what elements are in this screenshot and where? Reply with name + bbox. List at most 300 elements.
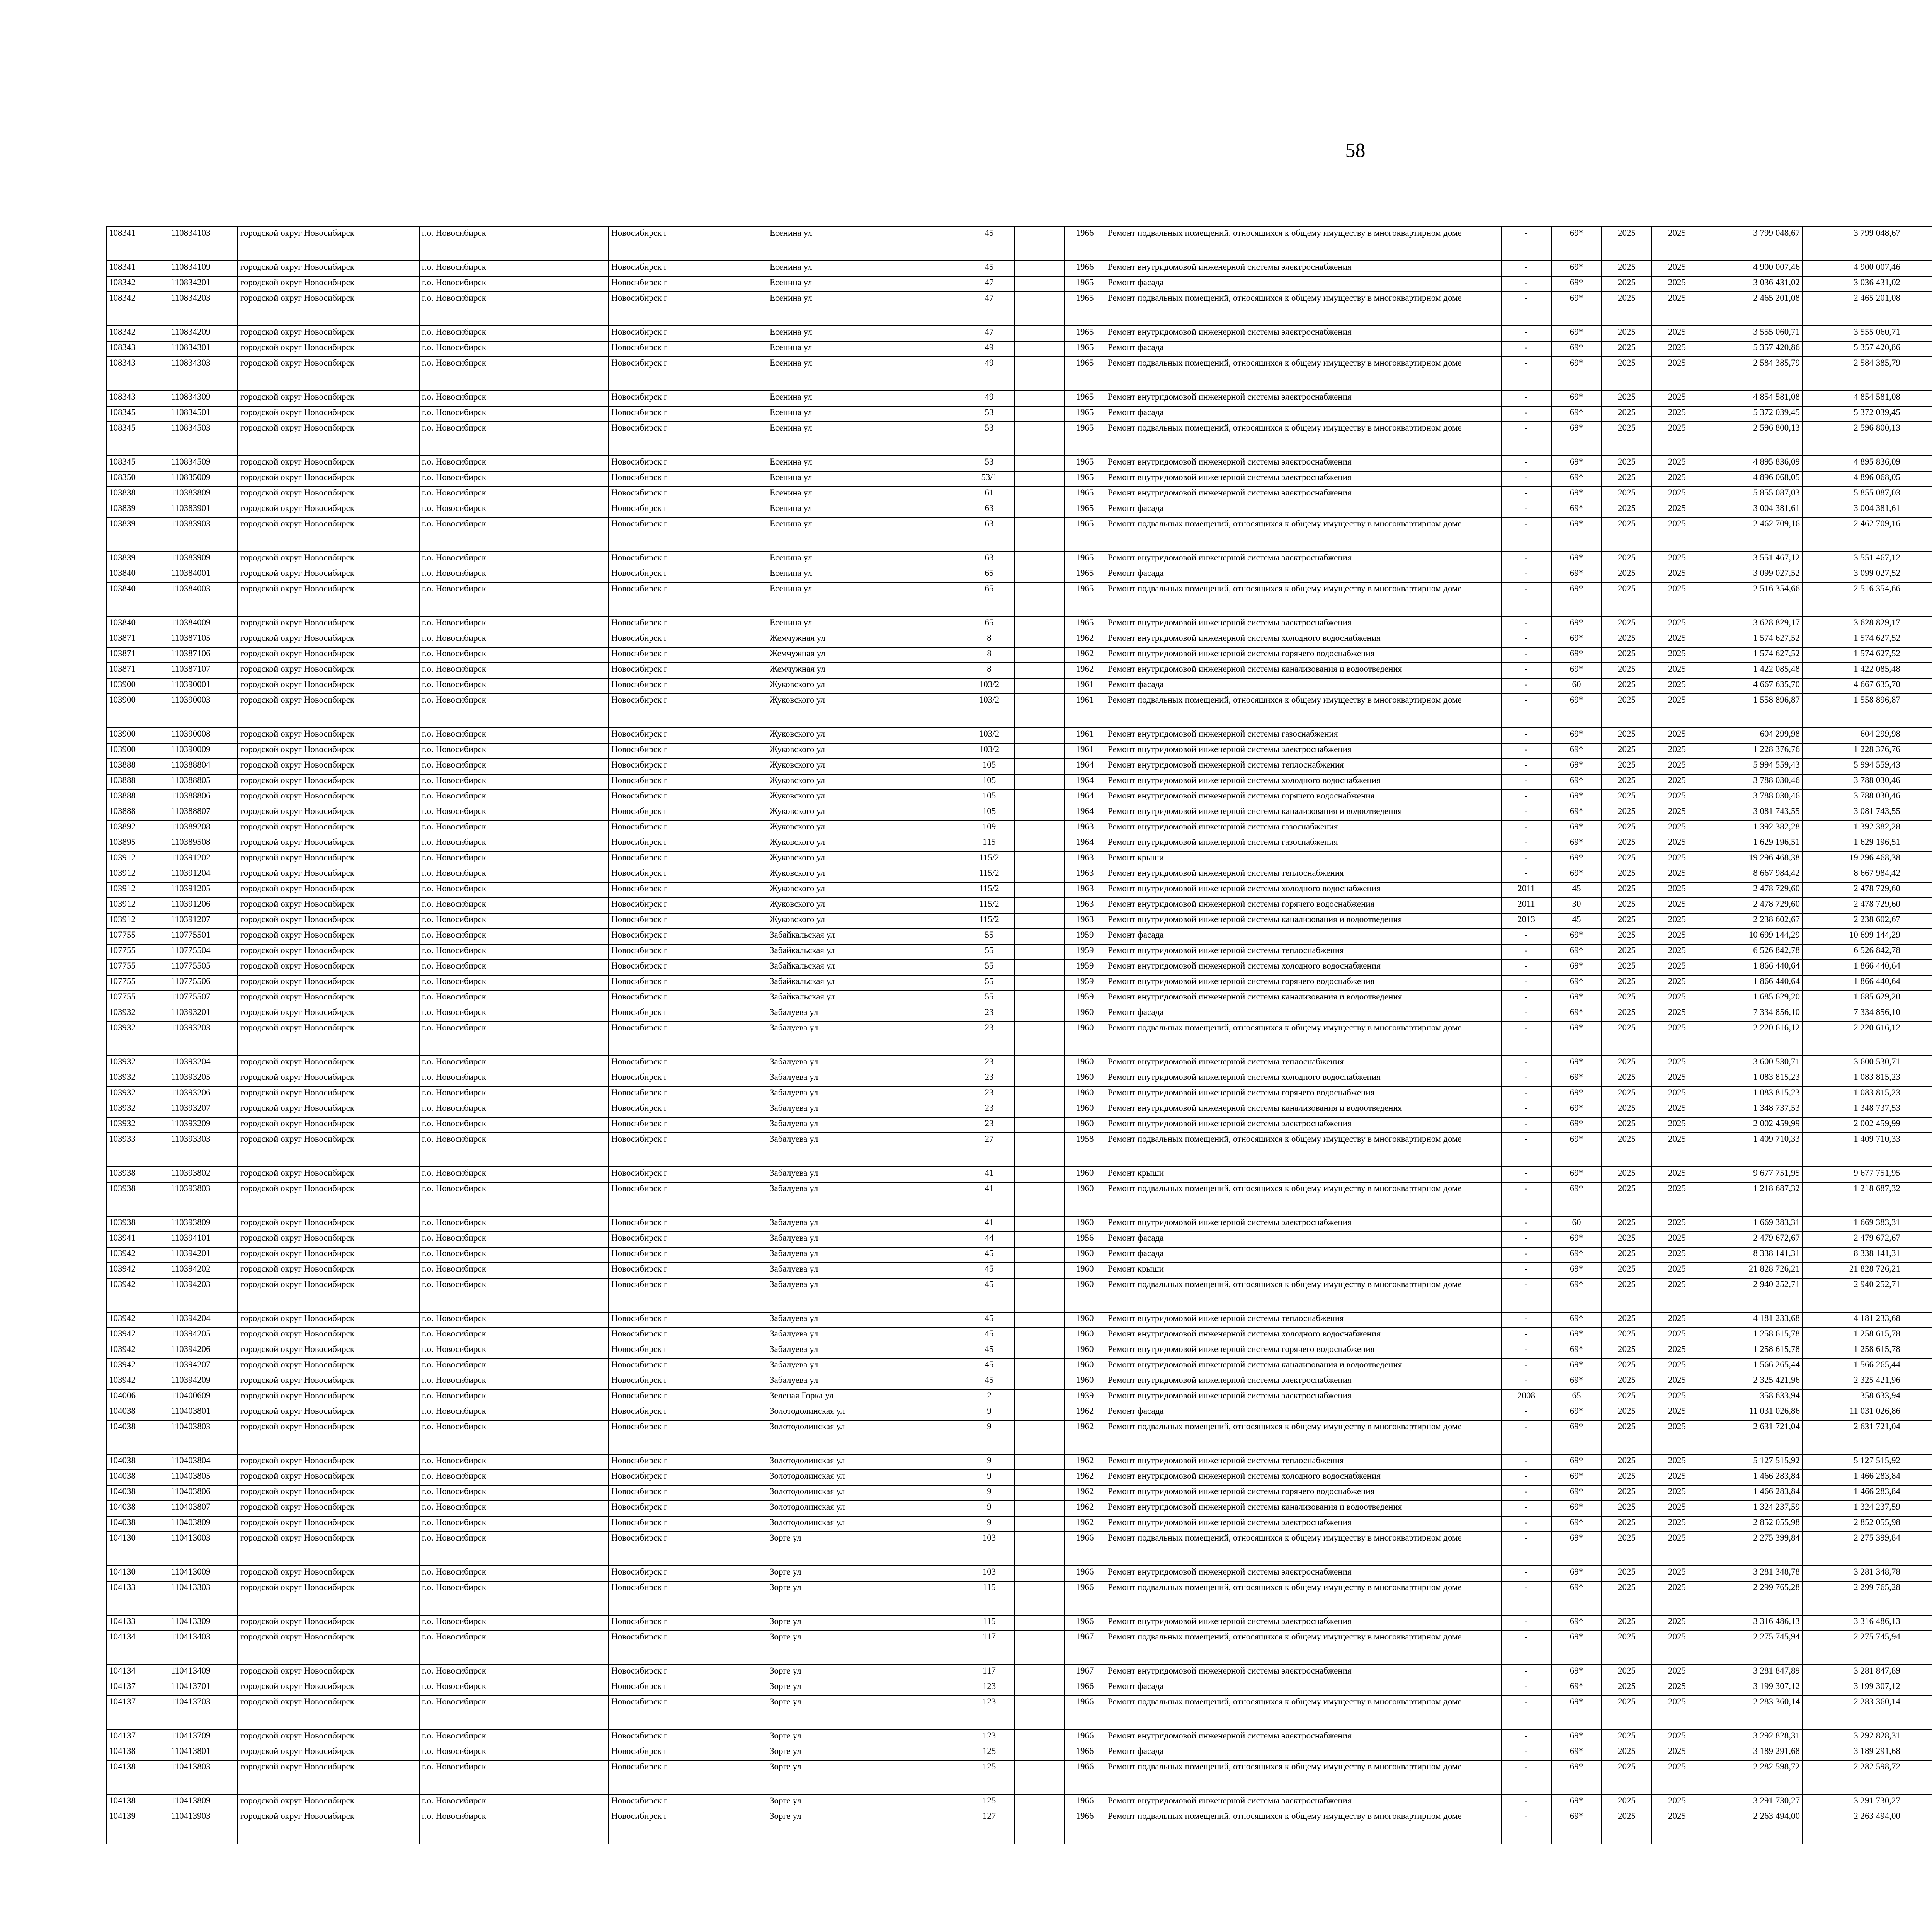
table-cell: г.о. Новосибирск: [419, 391, 609, 406]
table-cell: 1 669 383,31: [1803, 1216, 1903, 1232]
table-row: [106, 1117, 1932, 1133]
table-cell: 1 866 440,64: [1803, 975, 1903, 991]
table-cell: 2 275 745,94: [1702, 1631, 1803, 1665]
table-cell: [1014, 1631, 1065, 1665]
table-cell: 115/2: [964, 851, 1014, 867]
table-cell: [1903, 1760, 1932, 1794]
table-cell: 2025: [1602, 1389, 1652, 1405]
table-cell: городской округ Новосибирск: [238, 1420, 419, 1454]
table-cell: г.о. Новосибирск: [419, 836, 609, 851]
table-cell: 1964: [1065, 774, 1105, 790]
table-cell: 110390009: [168, 743, 238, 759]
table-row: [106, 456, 1932, 471]
table-row: [106, 1532, 1932, 1566]
table-cell: 23: [964, 1117, 1014, 1133]
table-cell: [1014, 1810, 1065, 1844]
table-cell: -: [1501, 1516, 1551, 1532]
table-cell: [1903, 1470, 1932, 1485]
table-cell: г.о. Новосибирск: [419, 1216, 609, 1232]
table-cell: 3 004 381,61: [1702, 502, 1803, 518]
table-cell: 3 291 730,27: [1702, 1794, 1803, 1810]
table-cell: 3 281 847,89: [1702, 1665, 1803, 1680]
table-cell: [1903, 1232, 1932, 1247]
table-cell: 110394201: [168, 1247, 238, 1263]
table-cell: Жуковского ул: [767, 759, 964, 774]
table-cell: 9: [964, 1470, 1014, 1485]
table-cell: 55: [964, 960, 1014, 975]
table-cell: 110390003: [168, 694, 238, 728]
table-cell: 2025: [1652, 1665, 1702, 1680]
table-cell: Ремонт внутридомовой инженерной системы электроснабжения: [1105, 456, 1501, 471]
table-cell: -: [1501, 1312, 1551, 1328]
table-cell: 2025: [1602, 582, 1652, 616]
table-cell: 103912: [106, 898, 168, 913]
table-cell: г.о. Новосибирск: [419, 1566, 609, 1581]
table-cell: 69*: [1551, 1263, 1602, 1278]
table-cell: 110394204: [168, 1312, 238, 1328]
table-cell: 2025: [1652, 582, 1702, 616]
table-cell: [1014, 678, 1065, 694]
table-cell: 2025: [1602, 1216, 1652, 1232]
table-cell: 2025: [1652, 632, 1702, 647]
table-cell: Новосибирск г: [609, 1760, 767, 1794]
table-cell: 69*: [1551, 1454, 1602, 1470]
table-cell: г.о. Новосибирск: [419, 1810, 609, 1844]
table-cell: [1014, 821, 1065, 836]
table-cell: 2025: [1652, 1745, 1702, 1760]
table-cell: 103938: [106, 1167, 168, 1182]
table-cell: городской округ Новосибирск: [238, 1389, 419, 1405]
table-cell: г.о. Новосибирск: [419, 1516, 609, 1532]
table-cell: Ремонт внутридомовой инженерной системы холодного водоснабжения: [1105, 774, 1501, 790]
table-cell: городской округ Новосибирск: [238, 991, 419, 1006]
table-cell: 2025: [1602, 341, 1652, 357]
table-cell: 5 994 559,43: [1702, 759, 1803, 774]
table-cell: Ремонт внутридомовой инженерной системы горячего водоснабжения: [1105, 790, 1501, 805]
table-cell: 103: [964, 1532, 1014, 1566]
table-cell: 8 338 141,31: [1702, 1247, 1803, 1263]
table-cell: Зорге ул: [767, 1566, 964, 1581]
table-row: [106, 1232, 1932, 1247]
table-row: [106, 1631, 1932, 1665]
table-cell: [1903, 1182, 1932, 1216]
table-cell: [1903, 518, 1932, 552]
table-cell: 104038: [106, 1516, 168, 1532]
table-cell: городской округ Новосибирск: [238, 227, 419, 261]
table-cell: Новосибирск г: [609, 694, 767, 728]
table-cell: 110413809: [168, 1794, 238, 1810]
table-cell: [1014, 913, 1065, 929]
table-cell: Ремонт подвальных помещений, относящихся к общему имуществу в многоквартирном доме: [1105, 1696, 1501, 1730]
table-cell: Есенина ул: [767, 582, 964, 616]
table-cell: г.о. Новосибирск: [419, 929, 609, 944]
table-cell: [1014, 647, 1065, 663]
table-cell: 3 600 530,71: [1702, 1056, 1803, 1071]
table-cell: 2025: [1652, 867, 1702, 882]
table-cell: 3 555 060,71: [1702, 326, 1803, 341]
table-cell: [1903, 1133, 1932, 1167]
table-row: [106, 991, 1932, 1006]
table-cell: [1903, 1359, 1932, 1374]
table-cell: 103900: [106, 678, 168, 694]
table-cell: [1014, 552, 1065, 567]
table-cell: 2025: [1652, 1117, 1702, 1133]
capital-repair-table: [106, 226, 1932, 1844]
table-cell: 9: [964, 1405, 1014, 1420]
table-cell: Ремонт внутридомовой инженерной системы канализования и водоотведения: [1105, 913, 1501, 929]
table-cell: 115/2: [964, 867, 1014, 882]
table-cell: Жуковского ул: [767, 882, 964, 898]
table-row: [106, 1021, 1932, 1056]
table-cell: 110387105: [168, 632, 238, 647]
table-cell: 1960: [1065, 1216, 1105, 1232]
table-cell: 9 677 751,95: [1702, 1167, 1803, 1182]
table-cell: [1014, 975, 1065, 991]
table-cell: городской округ Новосибирск: [238, 1566, 419, 1581]
table-cell: Ремонт подвальных помещений, относящихся к общему имуществу в многоквартирном доме: [1105, 1760, 1501, 1794]
table-cell: 69*: [1551, 391, 1602, 406]
table-cell: -: [1501, 357, 1551, 391]
table-row: [106, 1263, 1932, 1278]
table-cell: 2025: [1652, 487, 1702, 502]
table-cell: [1014, 1167, 1065, 1182]
table-cell: 2 283 360,14: [1702, 1696, 1803, 1730]
table-row: [106, 1102, 1932, 1117]
table-cell: Ремонт внутридомовой инженерной системы электроснабжения: [1105, 1665, 1501, 1680]
table-row: [106, 882, 1932, 898]
table-cell: 2025: [1652, 456, 1702, 471]
table-cell: Новосибирск г: [609, 1006, 767, 1021]
table-cell: 1962: [1065, 1516, 1105, 1532]
table-cell: 3 189 291,68: [1803, 1745, 1903, 1760]
table-cell: Ремонт фасада: [1105, 276, 1501, 292]
table-cell: 108341: [106, 261, 168, 276]
table-cell: [1014, 261, 1065, 276]
table-cell: городской округ Новосибирск: [238, 774, 419, 790]
table-cell: 2025: [1652, 728, 1702, 743]
table-cell: -: [1501, 1631, 1551, 1665]
table-cell: 103871: [106, 632, 168, 647]
table-cell: г.о. Новосибирск: [419, 471, 609, 487]
table-cell: Новосибирск г: [609, 1216, 767, 1232]
table-cell: 2025: [1602, 1631, 1652, 1665]
table-cell: Новосибирск г: [609, 929, 767, 944]
table-row: [106, 1312, 1932, 1328]
table-cell: городской округ Новосибирск: [238, 582, 419, 616]
table-cell: городской округ Новосибирск: [238, 1328, 419, 1343]
table-cell: Ремонт фасада: [1105, 1405, 1501, 1420]
table-cell: [1014, 1278, 1065, 1312]
table-cell: городской округ Новосибирск: [238, 616, 419, 632]
table-cell: -: [1501, 975, 1551, 991]
table-cell: г.о. Новосибирск: [419, 1485, 609, 1501]
table-cell: 110391204: [168, 867, 238, 882]
table-cell: 9: [964, 1516, 1014, 1532]
table-cell: 1965: [1065, 276, 1105, 292]
table-cell: 1965: [1065, 391, 1105, 406]
table-cell: 45: [964, 1328, 1014, 1343]
table-cell: городской округ Новосибирск: [238, 326, 419, 341]
table-cell: 110413009: [168, 1566, 238, 1581]
table-cell: г.о. Новосибирск: [419, 1665, 609, 1680]
table-cell: Новосибирск г: [609, 1102, 767, 1117]
table-cell: [1903, 227, 1932, 261]
table-cell: г.о. Новосибирск: [419, 1359, 609, 1374]
table-cell: 123: [964, 1730, 1014, 1745]
table-cell: 2025: [1652, 882, 1702, 898]
table-cell: 30: [1551, 898, 1602, 913]
table-cell: Ремонт подвальных помещений, относящихся к общему имуществу в многоквартирном доме: [1105, 1532, 1501, 1566]
table-cell: 2025: [1652, 1501, 1702, 1516]
table-cell: 23: [964, 1071, 1014, 1086]
table-cell: [1014, 1216, 1065, 1232]
table-cell: -: [1501, 1343, 1551, 1359]
table-cell: 69*: [1551, 1581, 1602, 1615]
table-cell: -: [1501, 632, 1551, 647]
table-cell: 110834501: [168, 406, 238, 422]
table-cell: 103942: [106, 1312, 168, 1328]
table-cell: 2025: [1652, 1470, 1702, 1485]
table-cell: 110403805: [168, 1470, 238, 1485]
table-cell: 110834109: [168, 261, 238, 276]
table-cell: [1014, 694, 1065, 728]
table-cell: [1014, 1102, 1065, 1117]
table-cell: -: [1501, 552, 1551, 567]
table-cell: Ремонт подвальных помещений, относящихся к общему имуществу в многоквартирном доме: [1105, 292, 1501, 326]
table-cell: [1014, 456, 1065, 471]
table-cell: [1903, 1631, 1932, 1665]
table-cell: 110388806: [168, 790, 238, 805]
table-cell: 108343: [106, 391, 168, 406]
table-cell: Зорге ул: [767, 1696, 964, 1730]
table-cell: [1903, 1665, 1932, 1680]
table-cell: 110388804: [168, 759, 238, 774]
table-cell: Новосибирск г: [609, 913, 767, 929]
table-cell: -: [1501, 1071, 1551, 1086]
table-cell: 2025: [1602, 1056, 1652, 1071]
table-row: [106, 227, 1932, 261]
table-cell: 104139: [106, 1810, 168, 1844]
table-cell: Ремонт подвальных помещений, относящихся к общему имуществу в многоквартирном доме: [1105, 357, 1501, 391]
table-cell: 1962: [1065, 632, 1105, 647]
table-cell: Ремонт внутридомовой инженерной системы теплоснабжения: [1105, 1454, 1501, 1470]
table-cell: 110384003: [168, 582, 238, 616]
table-cell: 69*: [1551, 743, 1602, 759]
table-cell: Новосибирск г: [609, 276, 767, 292]
table-cell: городской округ Новосибирск: [238, 1263, 419, 1278]
table-cell: 103840: [106, 582, 168, 616]
table-cell: 3 199 307,12: [1702, 1680, 1803, 1696]
table-cell: городской округ Новосибирск: [238, 261, 419, 276]
table-cell: 604 299,98: [1803, 728, 1903, 743]
table-cell: Ремонт фасада: [1105, 502, 1501, 518]
table-cell: 110775505: [168, 960, 238, 975]
table-cell: 63: [964, 502, 1014, 518]
table-cell: [1014, 391, 1065, 406]
table-cell: 2025: [1652, 759, 1702, 774]
table-cell: 2025: [1602, 1516, 1652, 1532]
table-cell: [1014, 1501, 1065, 1516]
table-cell: [1903, 790, 1932, 805]
table-cell: 2 465 201,08: [1803, 292, 1903, 326]
table-cell: 53: [964, 422, 1014, 456]
table-cell: 2025: [1652, 227, 1702, 261]
table-cell: 1 409 710,33: [1702, 1133, 1803, 1167]
table-cell: 69*: [1551, 1485, 1602, 1501]
table-cell: 69*: [1551, 292, 1602, 326]
table-cell: 2025: [1652, 1278, 1702, 1312]
table-cell: 2025: [1652, 743, 1702, 759]
table-cell: Ремонт внутридомовой инженерной системы канализования и водоотведения: [1105, 1359, 1501, 1374]
table-cell: 1960: [1065, 1086, 1105, 1102]
table-cell: 1962: [1065, 1420, 1105, 1454]
table-cell: 2 516 354,66: [1702, 582, 1803, 616]
table-cell: 2 596 800,13: [1803, 422, 1903, 456]
table-cell: 1 083 815,23: [1803, 1086, 1903, 1102]
table-cell: 5 372 039,45: [1803, 406, 1903, 422]
table-cell: 2025: [1602, 1312, 1652, 1328]
table-cell: 69*: [1551, 1021, 1602, 1056]
table-cell: 5 127 515,92: [1702, 1454, 1803, 1470]
table-cell: 110393206: [168, 1086, 238, 1102]
table-cell: 2 940 252,71: [1702, 1278, 1803, 1312]
table-cell: г.о. Новосибирск: [419, 406, 609, 422]
table-cell: городской округ Новосибирск: [238, 743, 419, 759]
table-cell: -: [1501, 1745, 1551, 1760]
table-cell: 2025: [1652, 1263, 1702, 1278]
table-cell: -: [1501, 960, 1551, 975]
table-cell: -: [1501, 1133, 1551, 1167]
table-cell: 45: [1551, 882, 1602, 898]
table-cell: -: [1501, 743, 1551, 759]
table-cell: Забалуева ул: [767, 1359, 964, 1374]
table-cell: [1903, 292, 1932, 326]
table-cell: Есенина ул: [767, 502, 964, 518]
table-row: [106, 805, 1932, 821]
table-cell: городской округ Новосибирск: [238, 1133, 419, 1167]
table-cell: 110394206: [168, 1343, 238, 1359]
table-cell: -: [1501, 1615, 1551, 1631]
table-cell: 19 296 468,38: [1702, 851, 1803, 867]
table-cell: -: [1501, 567, 1551, 582]
table-row: [106, 647, 1932, 663]
table-cell: г.о. Новосибирск: [419, 1167, 609, 1182]
table-cell: 23: [964, 1056, 1014, 1071]
table-cell: -: [1501, 227, 1551, 261]
table-cell: 3 199 307,12: [1803, 1680, 1903, 1696]
table-cell: 1967: [1065, 1665, 1105, 1680]
table-cell: [1903, 647, 1932, 663]
table-cell: городской округ Новосибирск: [238, 728, 419, 743]
table-cell: 110393803: [168, 1182, 238, 1216]
table-cell: Ремонт внутридомовой инженерной системы горячего водоснабжения: [1105, 1343, 1501, 1359]
table-cell: 2025: [1602, 422, 1652, 456]
table-cell: городской округ Новосибирск: [238, 790, 419, 805]
table-cell: Новосибирск г: [609, 960, 767, 975]
table-cell: г.о. Новосибирск: [419, 632, 609, 647]
table-row: [106, 276, 1932, 292]
table-cell: Зорге ул: [767, 1760, 964, 1794]
table-cell: 110394207: [168, 1359, 238, 1374]
table-cell: 110413309: [168, 1615, 238, 1631]
table-cell: 2025: [1602, 882, 1652, 898]
table-cell: Новосибирск г: [609, 406, 767, 422]
table-cell: 4 896 068,05: [1702, 471, 1803, 487]
table-cell: [1903, 929, 1932, 944]
table-cell: Новосибирск г: [609, 1021, 767, 1056]
table-cell: городской округ Новосибирск: [238, 1216, 419, 1232]
table-cell: Новосибирск г: [609, 1665, 767, 1680]
table-cell: городской округ Новосибирск: [238, 1182, 419, 1216]
table-cell: 2025: [1652, 422, 1702, 456]
table-cell: 110393204: [168, 1056, 238, 1071]
table-cell: 1962: [1065, 1485, 1105, 1501]
table-cell: 2025: [1652, 1516, 1702, 1532]
table-cell: городской округ Новосибирск: [238, 552, 419, 567]
table-cell: 2013: [1501, 913, 1551, 929]
table-cell: 2 584 385,79: [1702, 357, 1803, 391]
table-cell: [1014, 616, 1065, 632]
table-row: [106, 1454, 1932, 1470]
table-cell: 110384001: [168, 567, 238, 582]
table-cell: [1014, 805, 1065, 821]
table-cell: 2025: [1602, 647, 1652, 663]
table-cell: Новосибирск г: [609, 1232, 767, 1247]
table-cell: [1014, 1696, 1065, 1730]
table-cell: 2025: [1652, 502, 1702, 518]
table-cell: [1014, 357, 1065, 391]
table-cell: Новосибирск г: [609, 1516, 767, 1532]
table-cell: 2011: [1501, 882, 1551, 898]
table-cell: [1903, 261, 1932, 276]
table-cell: 2 478 729,60: [1803, 882, 1903, 898]
table-cell: 2 479 672,67: [1702, 1232, 1803, 1247]
table-cell: 69*: [1551, 326, 1602, 341]
table-cell: Ремонт внутридомовой инженерной системы канализования и водоотведения: [1105, 1102, 1501, 1117]
table-cell: -: [1501, 1810, 1551, 1844]
table-cell: г.о. Новосибирск: [419, 913, 609, 929]
table-cell: 2025: [1602, 1359, 1652, 1374]
table-cell: Забайкальская ул: [767, 975, 964, 991]
table-cell: Новосибирск г: [609, 805, 767, 821]
table-cell: Жуковского ул: [767, 836, 964, 851]
table-cell: городской округ Новосибирск: [238, 632, 419, 647]
table-cell: Новосибирск г: [609, 1167, 767, 1182]
table-cell: 103839: [106, 502, 168, 518]
table-cell: 103912: [106, 882, 168, 898]
table-cell: 53: [964, 456, 1014, 471]
table-cell: городской округ Новосибирск: [238, 929, 419, 944]
table-cell: 3 600 530,71: [1803, 1056, 1903, 1071]
table-cell: Зорге ул: [767, 1745, 964, 1760]
table-cell: г.о. Новосибирск: [419, 1470, 609, 1485]
table-cell: 1962: [1065, 1470, 1105, 1485]
table-cell: 110391202: [168, 851, 238, 867]
table-cell: 69*: [1551, 487, 1602, 502]
table-row: [106, 1056, 1932, 1071]
table-cell: 1962: [1065, 1501, 1105, 1516]
table-cell: г.о. Новосибирск: [419, 487, 609, 502]
table-cell: 2025: [1602, 1405, 1652, 1420]
table-cell: [1014, 1071, 1065, 1086]
table-row: [106, 929, 1932, 944]
table-cell: городской округ Новосибирск: [238, 1405, 419, 1420]
table-cell: [1014, 276, 1065, 292]
table-row: [106, 1501, 1932, 1516]
table-cell: 10 699 144,29: [1702, 929, 1803, 944]
table-cell: 108342: [106, 292, 168, 326]
table-cell: Новосибирск г: [609, 1745, 767, 1760]
